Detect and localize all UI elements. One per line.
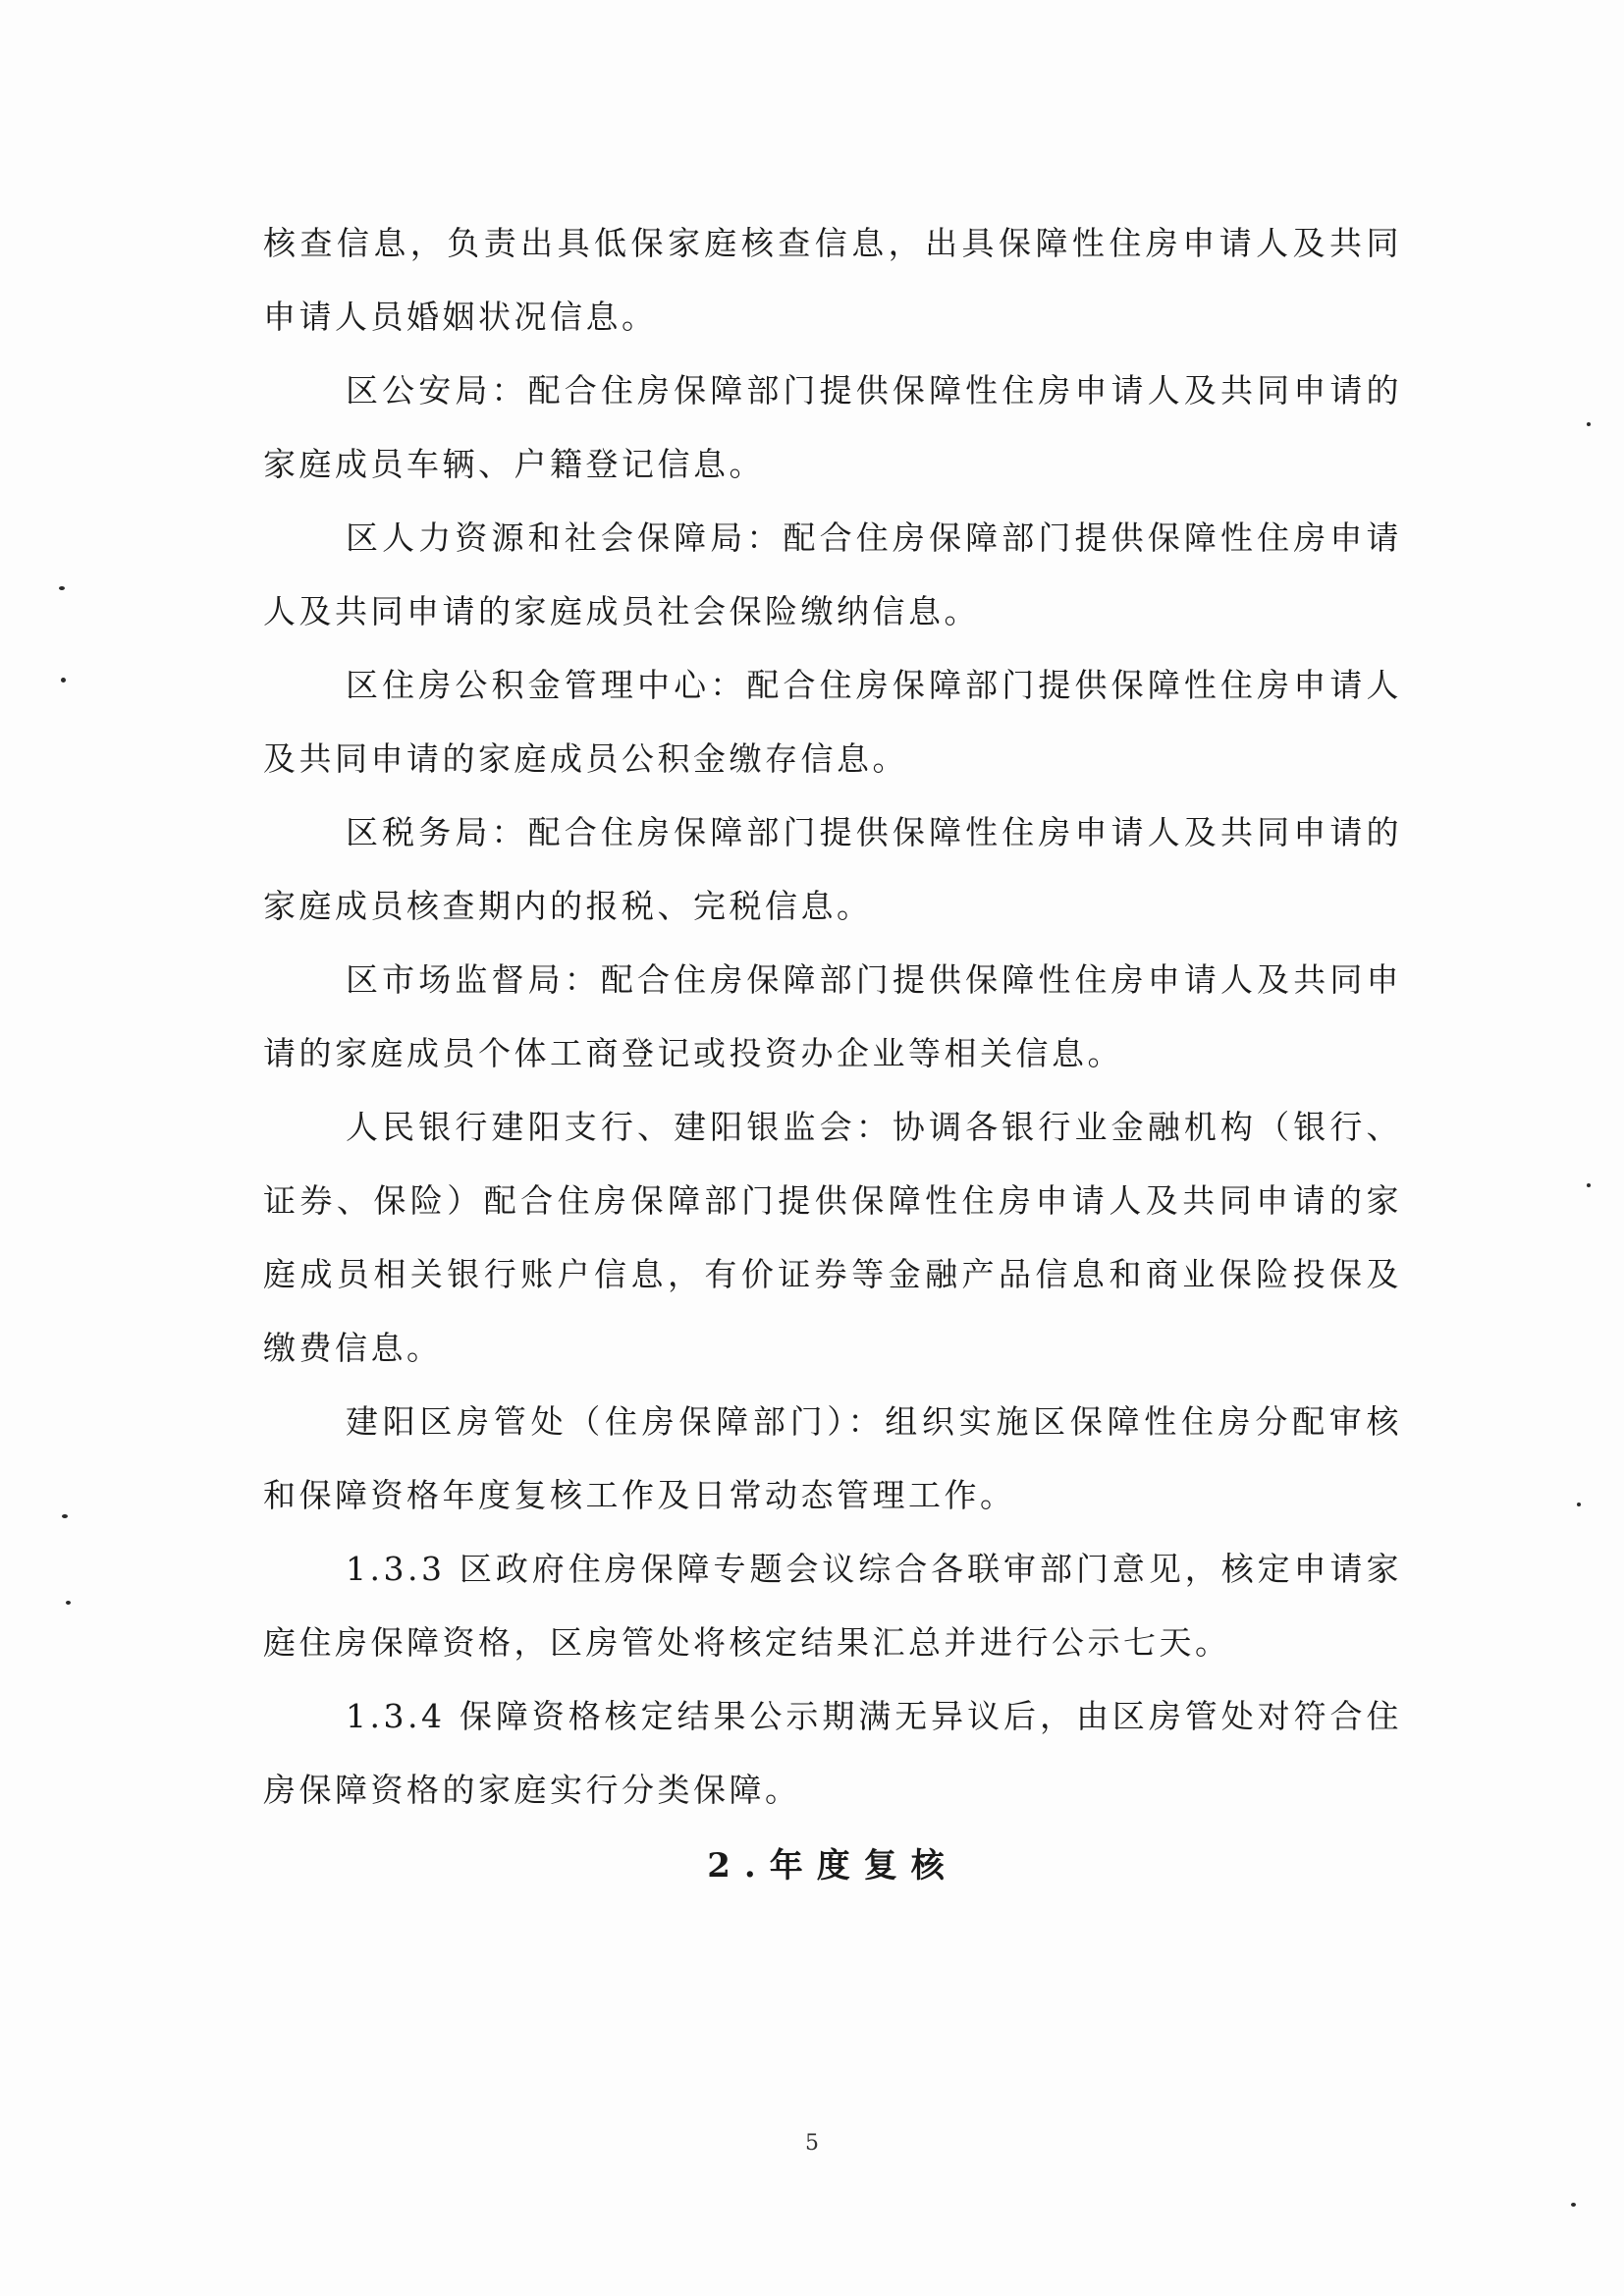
paragraph-1-3-4: 1.3.4 保障资格核定结果公示期满无异议后，由区房管处对符合住房保障资格的家庭实行分类保障。: [263, 1697, 1402, 1809]
paragraph-human-resources: 区人力资源和社会保障局：配合住房保障部门提供保障性住房申请人及共同申请的家庭成员社会保险缴纳信息。: [263, 519, 1402, 630]
paragraph-tax-bureau: 区税务局：配合住房保障部门提供保障性住房申请人及共同申请的家庭成员核查期内的报税、完税信息。: [263, 813, 1402, 925]
paragraph-1-3-3: 1.3.3 区政府住房保障专题会议综合各联审部门意见，核定申请家庭住房保障资格，区房管处将核定结果汇总并进行公示七天。: [263, 1550, 1402, 1662]
document-body: [263, 206, 1402, 1905]
page-number: 5: [805, 2131, 819, 2156]
scan-speck: [1571, 2203, 1576, 2207]
scan-speck: [66, 1601, 71, 1605]
scan-speck: [1587, 422, 1591, 426]
paragraph-housing-office: 建阳区房管处（住房保障部门）：组织实施区保障性住房分配审核和保障资格年度复核工作及日常动态管理工作。: [263, 1402, 1402, 1514]
scan-speck: [1587, 1183, 1591, 1187]
paragraph-continuation: 核查信息，负责出具低保家庭核查信息，出具保障性住房申请人及共同申请人员婚姻状况信息。: [263, 224, 1402, 336]
scan-speck: [61, 678, 66, 683]
paragraph-market-supervision: 区市场监督局：配合住房保障部门提供保障性住房申请人及共同申请的家庭成员个体工商登记或投资办企业等相关信息。: [263, 960, 1402, 1072]
scan-speck: [1577, 1503, 1581, 1506]
paragraph-bank: 人民银行建阳支行、建阳银监会：协调各银行业金融机构（银行、证券、保险）配合住房保障部门提供保障性住房申请人及共同申请的家庭成员相关银行账户信息，有价证券等金融产品信息和商业保险投保及缴费信息。: [263, 1108, 1402, 1367]
paragraph-public-security: 区公安局：配合住房保障部门提供保障性住房申请人及共同申请的家庭成员车辆、户籍登记信息。: [263, 371, 1402, 483]
scan-speck: [59, 586, 65, 590]
scan-speck: [62, 1514, 68, 1518]
paragraph-housing-fund: 区住房公积金管理中心：配合住房保障部门提供保障性住房申请人及共同申请的家庭成员公积金缴存信息。: [263, 666, 1402, 778]
section-heading: 2.年度复核: [707, 1846, 958, 1886]
